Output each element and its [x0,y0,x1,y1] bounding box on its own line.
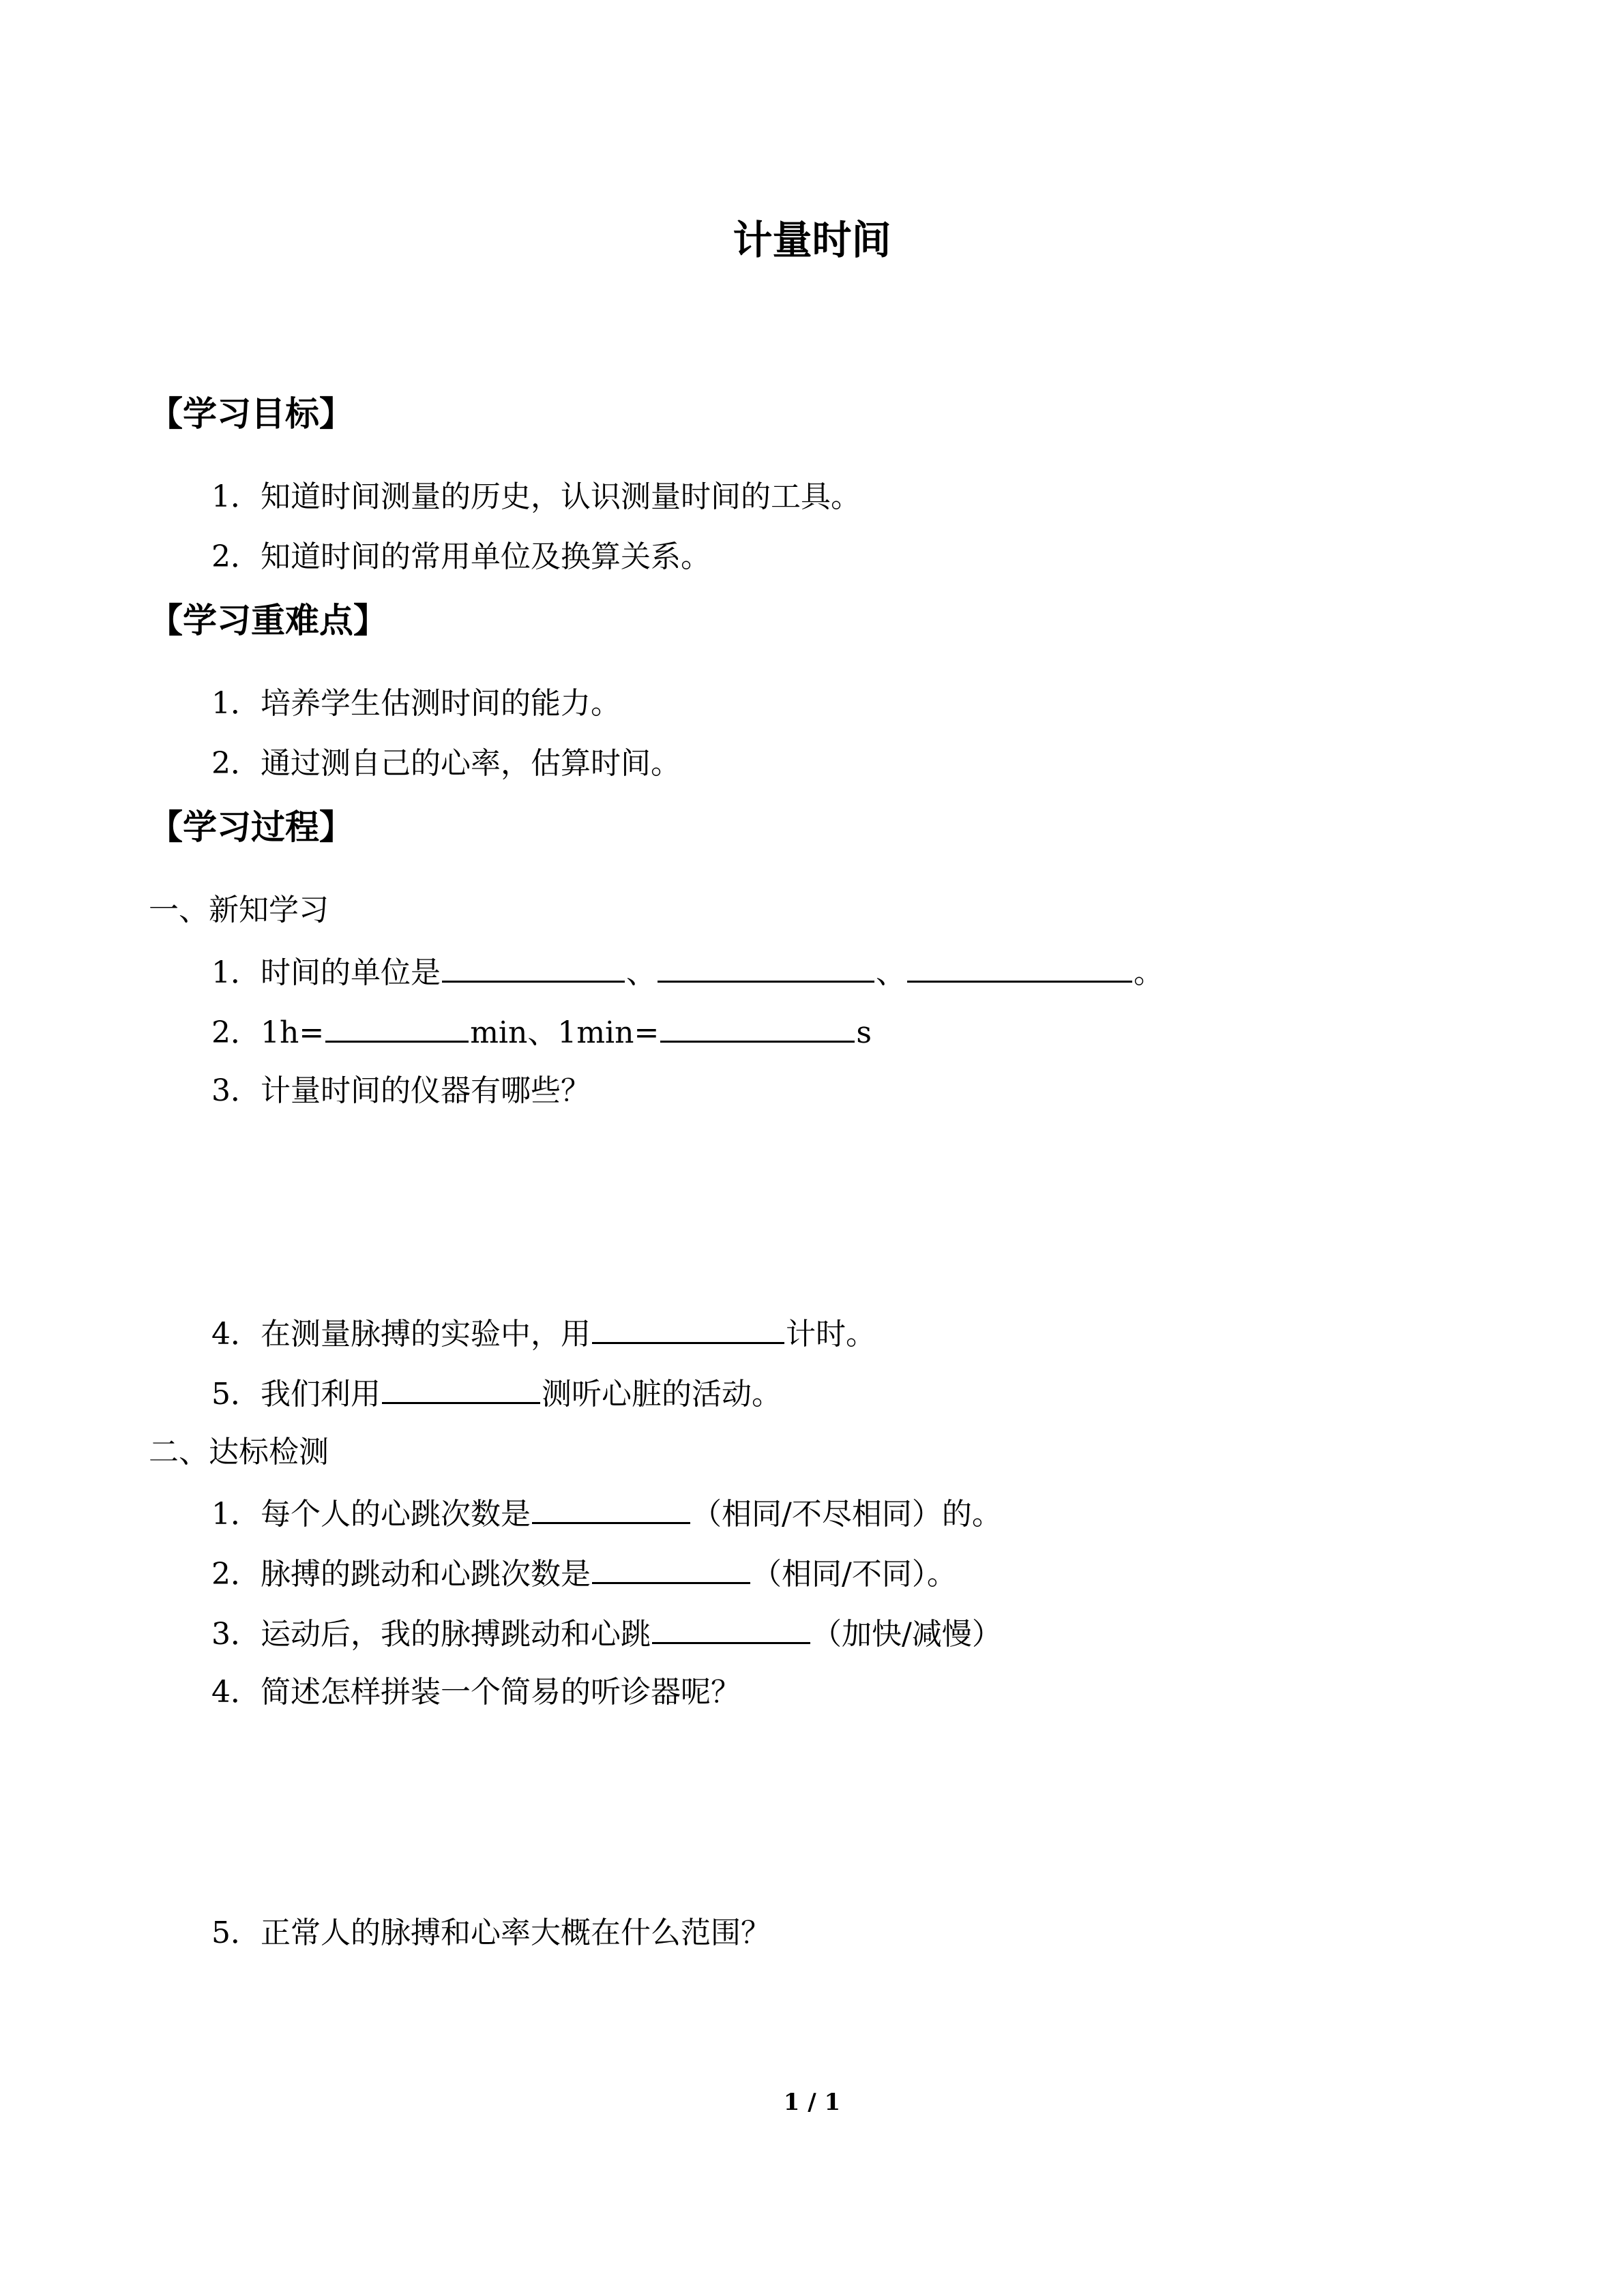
question-text: 运动后，我的脉搏跳动和心跳 [261,1617,651,1652]
question-3 [211,1069,591,1113]
question-text: （相同/不同）。 [752,1557,957,1592]
keypoint-item [211,682,621,726]
section-assessment: 二、达标检测 [149,1435,329,1470]
question-text: 计量时间的仪器有哪些？ [261,1073,591,1108]
answer-blank[interactable] [652,1611,810,1644]
question-text: 每个人的心跳次数是 [261,1497,531,1532]
question-text: min、1min= [470,1015,660,1050]
objective-item [211,535,711,579]
item-number: 1． [211,1497,261,1532]
question-text: 计时。 [786,1317,876,1352]
page-number: 1 / 1 [783,2089,841,2116]
question-4 [211,1671,741,1714]
item-number: 4． [211,1675,261,1710]
objectives-heading: 【学习目标】 [149,394,353,434]
item-text: 知道时间测量的历史，认识测量时间的工具。 [261,479,861,514]
answer-blank[interactable] [592,1551,750,1584]
section-new-knowledge: 一、新知学习 [149,893,329,927]
question-text: 在测量脉搏的实验中，用 [261,1317,591,1352]
question-text: 我们利用 [261,1377,381,1412]
answer-blank[interactable] [325,1009,469,1043]
answer-blank[interactable] [442,949,625,983]
question-text: （加快/减慢） [812,1617,1002,1652]
item-number: 1． [211,479,261,514]
item-number: 1． [211,955,261,990]
page-title: 计量时间 [733,217,891,263]
separator: 、 [876,955,906,990]
item-number: 2． [211,539,261,574]
answer-blank[interactable] [592,1311,784,1344]
question-text: 正常人的脉搏和心率大概在什么范围？ [261,1915,771,1950]
item-number: 3． [211,1073,261,1108]
item-text: 培养学生估测时间的能力。 [261,686,621,721]
question-text: s [856,1015,872,1050]
item-number: 2． [211,1557,261,1592]
item-number: 5． [211,1377,261,1412]
item-text: 通过测自己的心率，估算时间。 [261,746,681,781]
process-heading: 【学习过程】 [149,807,353,847]
question-5 [211,1911,771,1955]
question-2 [211,1009,872,1055]
question-5 [211,1371,782,1416]
question-text: 1h= [261,1015,325,1050]
question-text: 测听心脏的活动。 [542,1377,782,1412]
end-mark: 。 [1134,955,1164,990]
question-text: 脉搏的跳动和心跳次数是 [261,1557,591,1592]
item-number: 5． [211,1915,261,1950]
keypoint-item [211,742,681,786]
question-2 [211,1551,957,1596]
answer-blank[interactable] [658,949,874,983]
item-number: 2． [211,1015,261,1050]
question-text: （相同/不尽相同）的。 [692,1497,1002,1532]
answer-blank[interactable] [532,1491,690,1524]
question-4 [211,1311,876,1356]
question-1 [211,949,1164,995]
item-text: 知道时间的常用单位及换算关系。 [261,539,711,574]
item-number: 2． [211,746,261,781]
item-number: 3． [211,1617,261,1652]
answer-blank[interactable] [660,1009,855,1043]
question-3 [211,1611,1002,1656]
item-number: 4． [211,1317,261,1352]
objective-item [211,475,861,519]
item-number: 1． [211,686,261,721]
keypoints-heading: 【学习重难点】 [149,601,387,640]
question-text: 时间的单位是 [261,955,441,990]
question-text: 简述怎样拼装一个简易的听诊器呢？ [261,1675,741,1710]
answer-blank[interactable] [382,1371,540,1404]
separator: 、 [626,955,656,990]
answer-blank[interactable] [907,949,1132,983]
question-1 [211,1491,1002,1536]
